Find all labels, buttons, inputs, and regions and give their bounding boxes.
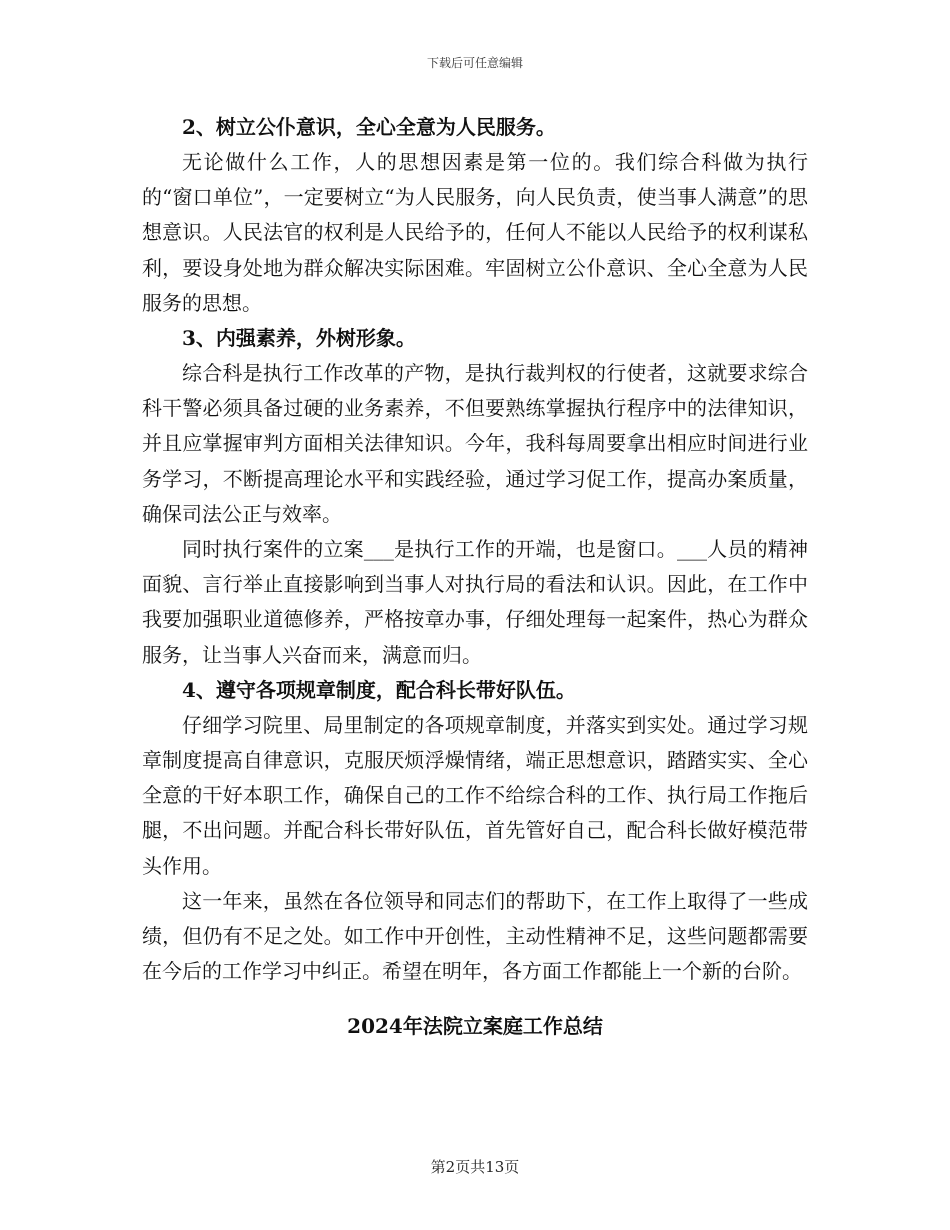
paragraph: 同时执行案件的立案___是执行工作的开端，也是窗口。___人员的精神面貌、言行举止直接影响到当事人对执行局的看法和认识。因此，在工作中我要加强职业道德修养，严格按章办事，仔细处理每一起案件，热心为群众服务，让当事人兴奋而来，满意而归。 [142, 537, 808, 667]
paragraph: 仔细学习院里、局里制定的各项规章制度，并落实到实处。通过学习规章制度提高自律意识，克服厌烦浮燥情绪，端正思想意识，踏踏实实、全心全意的干好本职工作，确保自己的工作不给综合科的工作、执行局工作拖后腿，不出问题。并配合科长带好队伍，首先管好自己，配合科长做好模范带头作用。 [142, 712, 808, 878]
paragraph: 无论做什么工作，人的思想因素是第一位的。我们综合科做为执行的“窗口单位”，一定要树立“为人民服务，向人民负责，使当事人满意”的思想意识。人民法官的权利是人民给予的，任何人不能以人民给予的权利谋私利，要设身处地为群众解决实际困难。牢固树立公仆意识、全心全意为人民服务的思想。 [142, 150, 808, 315]
document-body [142, 110, 808, 1064]
section-heading: 4、遵守各项规章制度，配合科长带好队伍。 [182, 677, 576, 702]
header-note: 下载后可任意编辑 [426, 56, 523, 70]
next-document-title: 2024年法院立案庭工作总结 [347, 1014, 603, 1039]
section-heading: 2、树立公仆意识，全心全意为人民服务。 [182, 115, 556, 139]
paragraph: 这一年来，虽然在各位领导和同志们的帮助下，在工作上取得了一些成绩，但仍有不足之处。如工作中开创性，主动性精神不足，这些问题都需要在今后的工作学习中纠正。希望在明年，各方面工作都能上一个新的台阶。 [142, 888, 808, 984]
paragraph: 综合科是执行工作改革的产物，是执行裁判权的行使者，这就要求综合科干警必须具备过硬的业务素养，不但要熟练掌握执行程序中的法律知识，并且应掌握审判方面相关法律知识。今年，我科每周要拿出相应时间进行业务学习，不断提高理论水平和实践经验，通过学习促工作，提高办案质量，确保司法公正与效率。 [142, 361, 808, 526]
page-number: 第2页共13页 [430, 1158, 520, 1176]
section-heading: 3、内强素养，外树形象。 [182, 326, 416, 351]
